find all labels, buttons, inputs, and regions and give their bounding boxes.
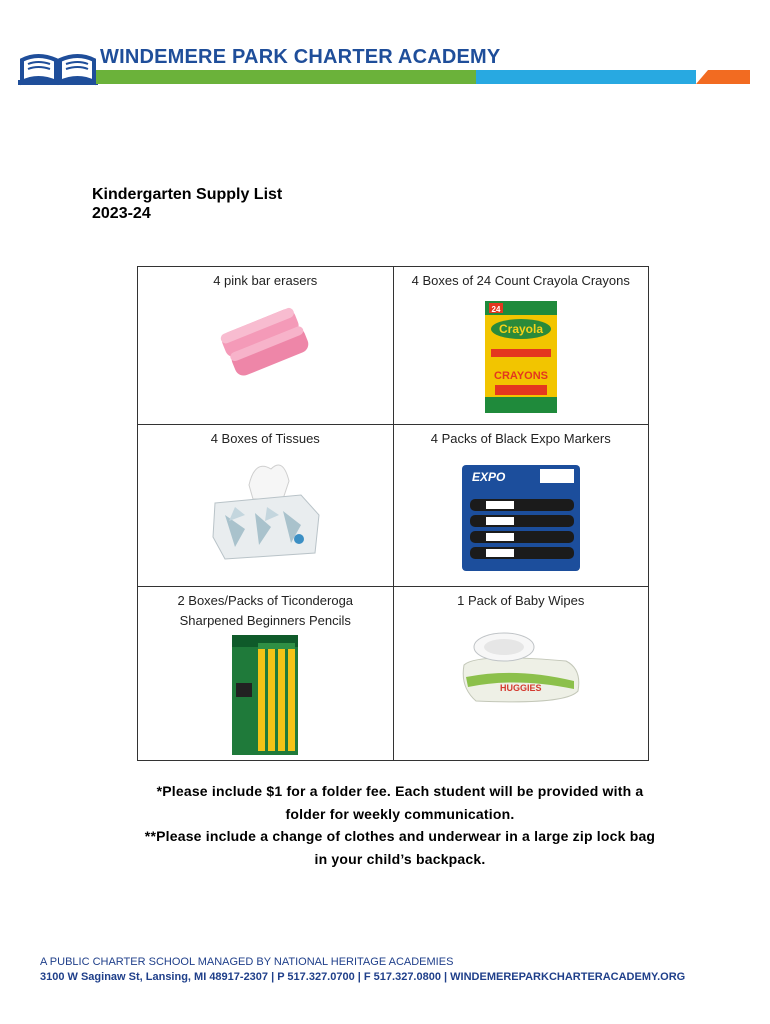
crayola-brand: Crayola: [498, 322, 543, 336]
open-book-logo-icon: [18, 46, 98, 86]
crayon-count: 24: [491, 305, 501, 314]
pencils-pack-icon: [230, 633, 300, 757]
supply-cell: [138, 587, 394, 761]
expo-markers-icon: [456, 455, 586, 575]
note-line: **Please include a change of clothes and underwear in a large zip lock bag: [144, 828, 656, 844]
supply-label: 4 Boxes of Tissues: [210, 431, 320, 446]
supply-label: 4 Boxes of 24 Count Crayola Crayons: [411, 273, 630, 288]
blue-band: [476, 70, 696, 84]
supply-label-line2: Sharpened Beginners Pencils: [179, 613, 351, 628]
note-line: *Please include $1 for a folder fee. Each student will be provided with a: [156, 783, 644, 799]
footer: [40, 955, 685, 985]
letterhead: [18, 40, 750, 86]
orange-band: [696, 70, 750, 84]
supply-cell: [393, 425, 649, 587]
wipes-brand: HUGGIES: [499, 683, 542, 693]
supply-table: [137, 266, 649, 761]
title-year: 2023-24: [92, 205, 151, 222]
footer-contact: 3100 W Saginaw St, Lansing, MI 48917-2307 | P 517.327.0700 | F 517.327.0800 | WINDEMEREPARKCHARTERACADEMY.ORG: [40, 971, 686, 983]
page-title: [92, 185, 282, 223]
baby-wipes-icon: [456, 625, 586, 715]
supply-label: 1 Pack of Baby Wipes: [457, 593, 585, 608]
crayons-word: CRAYONS: [493, 370, 548, 382]
title-line: Kindergarten Supply List: [92, 186, 283, 203]
footer-tagline: A PUBLIC CHARTER SCHOOL MANAGED BY NATIONAL HERITAGE ACADEMIES: [40, 956, 454, 968]
tissue-box-icon: [205, 455, 325, 565]
note-line: folder for weekly communication.: [285, 805, 515, 822]
school-name: WINDEMERE PARK CHARTER ACADEMY: [100, 46, 501, 68]
supply-cell: [393, 267, 649, 425]
green-band: [96, 70, 476, 84]
expo-brand: EXPO: [471, 470, 506, 484]
supply-label-line1: 2 Boxes/Packs of Ticonderoga: [177, 593, 354, 608]
supply-cell: [138, 267, 394, 425]
note-line: in your child’s backpack.: [314, 850, 486, 867]
crayons-box-icon: [481, 297, 561, 417]
supply-cell: [138, 425, 394, 587]
supply-label: 4 Packs of Black Expo Markers: [430, 431, 611, 446]
supply-label: 4 pink bar erasers: [213, 273, 318, 288]
eraser-icon: [215, 297, 315, 387]
supply-notes: [120, 780, 680, 870]
supply-cell: [393, 587, 649, 761]
